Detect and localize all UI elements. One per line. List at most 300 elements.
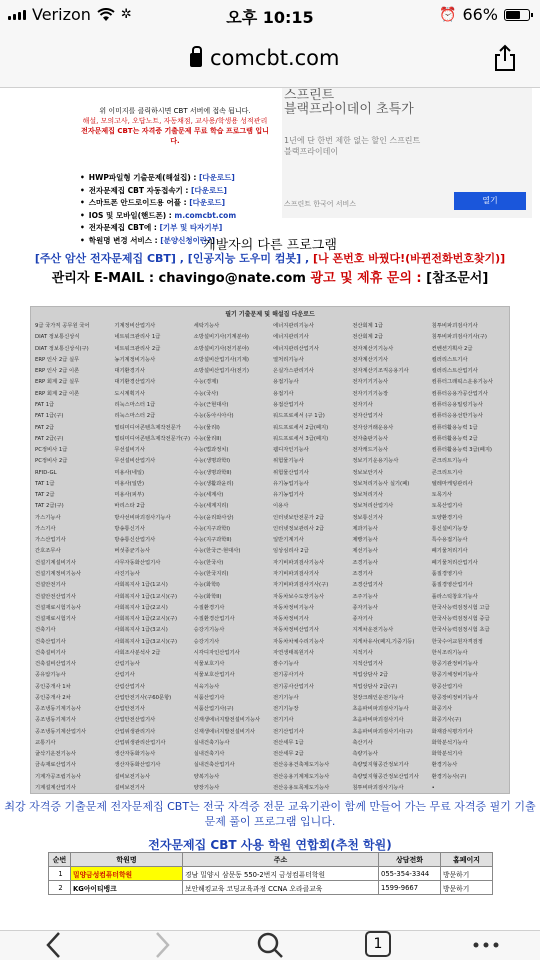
exam-link[interactable]: 자동차정비산업기사 xyxy=(272,627,320,634)
exam-link[interactable]: 전산세무 2급 xyxy=(272,751,304,758)
exam-link[interactable]: 공조냉동기계산업기사 xyxy=(35,728,87,735)
exam-link[interactable]: 유기농업기능사 xyxy=(272,480,309,487)
ad-banner[interactable] xyxy=(282,88,532,218)
exam-link[interactable]: 종자기사 xyxy=(352,616,373,623)
exam-link[interactable]: 조경산업기사 xyxy=(352,582,384,589)
exam-link[interactable]: 수능(동아시아사) xyxy=(193,413,234,420)
exam-link[interactable]: ERP 인사 2급 실무 xyxy=(35,356,80,363)
admin-contact xyxy=(0,267,540,286)
exam-link[interactable]: 지적산업기사 xyxy=(352,661,384,668)
exam-link[interactable]: 컴퓨터응용선반기능사 xyxy=(431,413,483,420)
exam-link[interactable]: 웹디자인기능사 xyxy=(272,447,309,454)
exam-link[interactable]: 방사선비파괴검사기능사 xyxy=(114,514,171,521)
exam-link[interactable]: 지게차유사(폐지,기중기등) xyxy=(352,638,415,645)
exam-link[interactable]: 천장크레인운전기능사 xyxy=(352,694,404,701)
exam-link[interactable]: 품질경영산업기사 xyxy=(431,582,473,589)
exam-link[interactable]: 사회조사분석사 2급 xyxy=(114,649,161,656)
academy-name[interactable]: KG아이티뱅크 xyxy=(71,881,183,895)
exam-link[interactable]: 자기비파괴검사기사 xyxy=(272,570,320,577)
academy-name[interactable]: 밀양금성컴퓨터학원 xyxy=(71,867,183,881)
exam-link[interactable]: 워드프로세서 3급(폐지) xyxy=(272,435,329,442)
exam-link[interactable]: 미용사(네일) xyxy=(114,469,145,476)
exam-link[interactable]: 임상심리사 2급 xyxy=(272,548,309,555)
ad-open-button[interactable]: 열기 xyxy=(454,192,526,210)
phone-change-link[interactable]: [나 폰번호 바꿨다!(바뀐전화번호찾기)] xyxy=(313,252,506,265)
exam-link[interactable]: 설비보전기능사 xyxy=(114,773,151,780)
exam-link[interactable]: 컴퓨터응용밀링기능사 xyxy=(431,401,483,408)
exam-link[interactable]: 전자계산기기사 xyxy=(352,356,389,363)
exam-link[interactable]: 용접기사 xyxy=(272,390,294,397)
exam-link[interactable]: 건설재료시험기사 xyxy=(35,616,76,623)
exam-link[interactable]: 미용사(피부) xyxy=(114,492,145,499)
exam-link[interactable]: 한식조리기능사 xyxy=(431,649,468,656)
cbt-notice: 최강 자격증 기출문제 전자문제집 CBT는 전국 자격증 전문 교육기관이 함께 만들어 가는 무료 자격증 필기 기출문제 풀이 프로그램 입니다. xyxy=(4,800,536,828)
exam-link[interactable]: 기계설계산업기사 xyxy=(35,785,76,792)
exam-link[interactable]: 식물보호기사 xyxy=(193,661,225,668)
exam-link[interactable]: 대기환경산업기사 xyxy=(114,379,156,386)
exam-link[interactable]: 수능(생활과윤리) xyxy=(193,480,234,487)
exam-link[interactable]: 지적기사 xyxy=(352,649,373,656)
exam-link[interactable]: 네트워크관리사 2급 xyxy=(114,345,161,352)
exam-link[interactable]: 자연생태복원기사 xyxy=(272,649,314,656)
exam-link[interactable]: 멀티미디어콘텐츠제작전문가 xyxy=(114,424,181,431)
exam-link[interactable]: 식물보호산업기사 xyxy=(193,672,235,679)
exam-link[interactable]: PC정비사 2급 xyxy=(35,458,68,465)
exam-link[interactable]: 자기비파괴검사기사(구) xyxy=(272,582,329,589)
exam-link[interactable]: 양복기능사 xyxy=(193,773,220,780)
table-row: 2 KG아이티뱅크 보안해킹교육 코딩교육과정 CCNA 오라클교육 1599-9667 방문하기 xyxy=(49,881,493,895)
exam-link[interactable]: 일반기계기사 xyxy=(272,537,304,544)
exam-link[interactable]: 전자출판기능사 xyxy=(352,435,389,442)
exam-link[interactable]: 환경기능사(구) xyxy=(431,773,467,780)
exam-link[interactable]: 건축설비산업기사 xyxy=(35,661,76,668)
exam-link[interactable]: 자동차정비기사 xyxy=(272,616,309,623)
exam-link[interactable]: 수능(경제) xyxy=(193,379,219,386)
exam-link[interactable]: 사회복지사 1급(2교시) xyxy=(114,604,168,611)
exam-link[interactable]: 산림기사 xyxy=(114,672,135,679)
exam-link[interactable]: 수능(한국사) xyxy=(193,559,224,566)
battery-percent: 66% xyxy=(462,5,498,24)
ad-inquiry: 광고 및 제휴 문의 : xyxy=(310,271,422,286)
exam-link[interactable]: 한국사능력검정시험 중급 xyxy=(431,616,490,623)
exam-link[interactable]: 도시계획기사 xyxy=(114,390,146,397)
exam-link[interactable]: 기계가공조립기능사 xyxy=(35,773,82,780)
exam-link[interactable]: 네트워크관리사 1급 xyxy=(114,334,161,341)
exam-link[interactable]: 건설기계정비기능사 xyxy=(35,570,82,577)
exam-link[interactable]: 산업위생관리기사 xyxy=(114,728,156,735)
exam-link[interactable]: 환경기능사 xyxy=(431,762,458,769)
exam-link[interactable]: 전자기기기능장 xyxy=(352,390,389,397)
browser-toolbar xyxy=(0,930,540,960)
exam-link[interactable]: 컴퓨터응용가공산업기사 xyxy=(431,390,488,397)
visit-link[interactable]: 방문하기 xyxy=(441,867,493,881)
exam-link[interactable]: 간호조무사 xyxy=(35,548,61,555)
exam-link[interactable]: 플라스틱창호기능사 xyxy=(431,593,478,600)
exam-link[interactable]: 공인중개사 1차 xyxy=(35,683,71,690)
exam-link[interactable]: 수능(한국근·현대사) xyxy=(193,548,241,555)
exam-link[interactable]: 농기계정비기능사 xyxy=(114,356,156,363)
exam-link[interactable]: 토목기사 xyxy=(431,492,453,499)
exam-link[interactable]: 화학분석기사 xyxy=(431,751,463,758)
exam-link[interactable]: 가스기능사 xyxy=(35,514,61,521)
exam-link[interactable]: 자기비파괴검사기능사 xyxy=(272,559,325,566)
exam-link[interactable]: 신재생에너지발전설비기사 xyxy=(193,728,256,735)
exam-link[interactable]: 제선기능사 xyxy=(352,548,378,555)
exam-link[interactable]: 한국사능력검정시험 고급 xyxy=(431,604,490,611)
exam-link[interactable]: 화학분석기능사 xyxy=(431,739,468,746)
exam-link[interactable]: FAT 2급(구) xyxy=(35,435,64,442)
exam-link[interactable]: 리눅스마스터 1급 xyxy=(114,401,156,408)
exam-link[interactable]: 신재생에너지발전설비기능사 xyxy=(193,717,261,724)
exam-link[interactable]: 폐기물처리기사 xyxy=(431,548,468,555)
exam-link[interactable]: 수능(지구과학II) xyxy=(193,537,232,544)
exam-link[interactable]: 워드프로세서 2급(폐지) xyxy=(272,424,329,431)
reference-doc-link[interactable]: [참조문서] xyxy=(426,271,489,286)
exam-link[interactable]: 실내건축기능사 xyxy=(193,739,230,746)
exam-link[interactable]: 건설재료시험기능사 xyxy=(35,604,82,611)
more-icon[interactable] xyxy=(471,931,501,959)
exam-link[interactable]: 콘크리트기사 xyxy=(431,469,463,476)
exam-link[interactable]: 무선설비기사 xyxy=(114,447,146,454)
url-field[interactable] xyxy=(190,46,340,70)
lock-icon xyxy=(190,53,202,67)
exam-link[interactable]: TAT 2급(구) xyxy=(35,503,64,510)
exam-link[interactable]: TAT 2급 xyxy=(35,492,55,499)
exam-link[interactable]: 전기공사산업기사 xyxy=(272,683,314,690)
exam-link[interactable]: 전자기기기능사 xyxy=(352,379,389,386)
exam-link[interactable]: 건축기사 xyxy=(35,627,56,634)
exam-link[interactable]: 정보보안기사 xyxy=(352,469,384,476)
exam-link[interactable]: 방송통신산업기사 xyxy=(114,537,156,544)
exam-link[interactable]: 용접기능사 xyxy=(272,379,299,386)
exam-link[interactable]: 전산세무 1급 xyxy=(272,739,304,746)
exam-link[interactable]: 직업상담사 2급(구) xyxy=(352,683,398,690)
table-row xyxy=(33,569,509,580)
exam-link[interactable]: 전자상거래운용사 xyxy=(352,424,394,431)
exam-link[interactable]: • xyxy=(431,785,435,792)
exam-link[interactable]: 자동차보수도장기능사 xyxy=(272,593,325,600)
list-item: • 스마트폰 안드로이드용 어플 : [다운로드] xyxy=(80,197,270,210)
col-header: 주소 xyxy=(183,853,379,867)
exam-link[interactable]: 에너지관리기능사 xyxy=(272,323,314,330)
exam-link[interactable]: 위험물산업기사 xyxy=(272,469,309,476)
exam-link[interactable]: 전산응용건축제도기능사 xyxy=(272,762,330,769)
table-row xyxy=(33,422,509,433)
table-row xyxy=(33,434,509,445)
exam-link[interactable]: DIAT 정보통신상식 xyxy=(35,334,80,341)
exam-link[interactable]: 종자기능사 xyxy=(352,604,378,611)
exam-link[interactable]: 컴퓨터활용능력 2급 xyxy=(431,435,478,442)
exam-link[interactable]: 전기공사기사 xyxy=(272,672,304,679)
exam-link[interactable]: 방송통신기사 xyxy=(114,525,146,532)
table-row: 1 밀양금성컴퓨터학원 경남 밀양시 삼문동 550-2번지 금성컴퓨터학원 055-354-3344 방문하기 xyxy=(49,867,493,881)
exam-link[interactable]: 수질환경산업기사 xyxy=(193,616,235,623)
exam-link[interactable]: 가스산업기사 xyxy=(35,537,66,544)
exam-link[interactable]: RFID-GL xyxy=(35,469,57,476)
exam-link[interactable]: PC정비사 1급 xyxy=(35,447,68,454)
exam-link[interactable]: 실내건축기사 xyxy=(193,751,225,758)
exam-link[interactable]: 식육기능사 xyxy=(193,683,220,690)
download-link[interactable]: [다운로드] xyxy=(189,198,226,207)
table-row xyxy=(33,501,509,512)
exam-link[interactable]: 잠수기능사 xyxy=(272,661,299,668)
exam-link[interactable]: 열처리기능사 xyxy=(272,356,304,363)
exam-link[interactable]: 건설기계설비기사 xyxy=(35,559,76,566)
exam-link[interactable]: 미용사(일반) xyxy=(114,480,145,487)
exam-link[interactable]: 실내건축산업기사 xyxy=(193,762,235,769)
exam-link[interactable]: 컴퓨터활용능력 3급(폐지) xyxy=(431,447,492,454)
exam-link[interactable]: 컬러리스트기사 xyxy=(431,356,468,363)
program-links[interactable]: [주산 암산 전자문제집 CBT] , [인공지능 도우미 컴봇] , xyxy=(34,252,310,265)
exam-link[interactable]: 전산응용기계제도기능사 xyxy=(272,773,330,780)
exam-link[interactable]: 수능(생명과학I) xyxy=(193,458,231,465)
donate-link[interactable]: [기부 및 타자기부] xyxy=(159,223,223,232)
tabs-button[interactable] xyxy=(365,931,391,957)
exam-link[interactable]: 인터넷정보관리사 2급 xyxy=(272,525,325,532)
col-header: 학원명 xyxy=(71,853,183,867)
search-icon[interactable] xyxy=(256,931,284,959)
share-icon[interactable] xyxy=(492,44,518,72)
exam-link[interactable]: 사회복지사 1급(1교시) xyxy=(114,582,168,589)
back-icon[interactable] xyxy=(44,931,64,959)
exam-link[interactable]: 수능(지구과학I) xyxy=(193,525,231,532)
exam-link[interactable]: 전산회계 2급 xyxy=(352,334,383,341)
download-link[interactable]: [다운로드] xyxy=(191,185,227,195)
exam-link[interactable]: 측량및지형공간정보산업기사 xyxy=(352,773,419,780)
table-row xyxy=(33,670,509,681)
visit-link[interactable]: 방문하기 xyxy=(441,881,493,895)
exam-link[interactable]: 세탁기능사 xyxy=(193,323,220,330)
forward-icon[interactable] xyxy=(152,931,172,959)
exam-link[interactable]: 사무자동화산업기사 xyxy=(114,559,161,566)
exam-link[interactable]: 수능(근현대사) xyxy=(193,401,229,408)
exam-link[interactable]: 정보통신기사 xyxy=(352,514,384,521)
exam-link[interactable]: FAT 2급 xyxy=(35,424,55,431)
exam-link[interactable]: ERP 회계 2급 이론 xyxy=(35,390,80,397)
exam-link[interactable]: 위험물기능사 xyxy=(272,458,304,465)
exam-link[interactable]: 가스기사 xyxy=(35,525,56,532)
exam-link[interactable]: 건축설비기사 xyxy=(35,649,66,656)
list-item: • 학원명 변경 서비스 : [분양신청이란?] xyxy=(80,235,270,248)
exam-link[interactable]: 산림기능사 xyxy=(114,661,140,668)
exam-link[interactable]: 사회복지사 1급(1교시)(구) xyxy=(114,593,178,600)
exam-link[interactable]: 승강기기능사 xyxy=(193,627,225,634)
exam-link[interactable]: 수능(법과정치) xyxy=(193,447,229,454)
mobile-link[interactable]: m.comcbt.com xyxy=(174,210,237,220)
exam-link[interactable]: 공인중개사 2차 xyxy=(35,694,71,701)
exam-link[interactable]: 공유압기능사 xyxy=(35,672,66,679)
exam-link[interactable]: 화재감식평가기사 xyxy=(431,728,473,735)
exam-link[interactable]: 전자계산기기능사 xyxy=(352,345,394,352)
exam-link[interactable]: 생산자동화산업기사 xyxy=(114,762,161,769)
promo-line-2: 해설, 모의고사, 오답노트, 자동채점, 교사용/학생용 성적관리 xyxy=(82,117,268,125)
exam-link[interactable]: 전자계산기조직응용기사 xyxy=(352,368,409,375)
exam-link[interactable]: 초음파비파괴검사기사 xyxy=(352,717,404,724)
exam-link[interactable]: 금속재료산업기사 xyxy=(35,762,76,769)
exam-link[interactable]: 수능(화학II) xyxy=(193,593,222,600)
exam-link[interactable]: 측량기능사 xyxy=(352,751,378,758)
exam-link[interactable]: 에너지관리산업기사 xyxy=(272,345,320,352)
exam-link[interactable]: 식품산업기사(구) xyxy=(193,706,234,713)
exam-link[interactable]: 제과기능사 xyxy=(352,525,378,532)
exam-link[interactable]: 전산응용토목제도기능사 xyxy=(272,785,330,792)
exam-link[interactable]: 조경기사 xyxy=(352,570,373,577)
exam-link[interactable]: 승강기기사 xyxy=(193,638,220,645)
exam-link[interactable]: 초음파비파괴검사기사(구) xyxy=(352,728,413,735)
exam-link[interactable]: 조경기능사 xyxy=(352,559,378,566)
exam-link[interactable]: 화공기사 xyxy=(431,706,453,713)
exam-link[interactable]: 수능(화학I) xyxy=(193,582,220,589)
exam-link[interactable]: FAT 1급(구) xyxy=(35,413,64,420)
exam-link[interactable]: 전자캐드기능사 xyxy=(352,447,389,454)
exam-link[interactable]: 사회복지사 1급(2교시)(구) xyxy=(114,616,178,623)
exam-link[interactable]: 수능(세계사) xyxy=(193,492,224,499)
exam-link[interactable]: 소방설비기사(기계분야) xyxy=(193,334,249,341)
exam-link[interactable]: 수능(물리II) xyxy=(193,435,222,442)
grid-header: 필기 기출문제 및 해설집 다운로드 xyxy=(225,311,315,318)
exam-link[interactable]: 정보처리기능사 실기(폐) xyxy=(352,480,410,487)
exam-link[interactable]: 수능(생명과학II) xyxy=(193,469,232,476)
table-row xyxy=(33,389,509,400)
exam-link[interactable]: 용접산업기사 xyxy=(272,401,304,408)
exam-link[interactable]: DIAT 정보통신상식(구) xyxy=(35,345,89,352)
exam-link[interactable]: 버섯종균기능사 xyxy=(114,548,151,555)
exam-link[interactable]: 전기기사 xyxy=(272,717,294,724)
exam-link[interactable]: 설비보전기사 xyxy=(114,785,146,792)
exam-link[interactable]: 정보기기운용기능사 xyxy=(352,458,399,465)
exam-link[interactable]: 워드프로세서 (구 1급) xyxy=(272,413,325,420)
exam-link[interactable]: 조주기능사 xyxy=(352,593,378,600)
exam-link[interactable]: 수능(물리I) xyxy=(193,424,220,431)
ad-title-1: 스프린트 xyxy=(284,88,335,103)
exam-link[interactable]: 전자산업기사 xyxy=(352,413,384,420)
exam-link[interactable]: 콘크리트기능사 xyxy=(431,458,468,465)
exam-link[interactable]: 폐기물처리산업기사 xyxy=(431,559,478,566)
exam-link[interactable]: 소방설비기사(전기분야) xyxy=(193,345,249,352)
exam-link[interactable]: 제빵기능사 xyxy=(352,537,378,544)
exam-link[interactable]: 기계정비산업기사 xyxy=(114,323,156,330)
exam-link[interactable]: 초음파비파괴검사기능사 xyxy=(352,706,409,713)
exam-link[interactable]: 축산기사 xyxy=(352,739,373,746)
exam-link[interactable]: ERP 회계 2급 실무 xyxy=(35,379,80,386)
exam-link[interactable]: 산업안전산업기사 xyxy=(114,717,156,724)
exam-link[interactable]: 바리스타 2급 xyxy=(114,503,145,510)
exam-link[interactable]: 화공기사(구) xyxy=(431,717,462,724)
exam-link[interactable]: 산업안전기사(구60문항) xyxy=(114,694,172,701)
exam-link[interactable]: 산업안전기사 xyxy=(114,706,146,713)
exam-link[interactable]: FAT 1급 xyxy=(35,401,55,408)
exam-link[interactable]: 자동차차체수리기능사 xyxy=(272,638,325,645)
exam-link[interactable]: 사회복지사 1급(3교시) xyxy=(114,627,168,634)
exam-link[interactable]: 정보처리기사 xyxy=(352,492,384,499)
exam-link[interactable]: 건설안전산업기사 xyxy=(35,593,76,600)
exam-link[interactable]: 유기농업기사 xyxy=(272,492,304,499)
exam-link[interactable]: 한국수어교원자격검정 xyxy=(431,638,483,645)
exam-link[interactable]: 측량및지형공간정보기사 xyxy=(352,762,409,769)
table-row xyxy=(33,558,509,569)
exam-link[interactable]: 수능(한국지리) xyxy=(193,570,229,577)
exam-link[interactable]: 수질환경기사 xyxy=(193,604,225,611)
exam-link[interactable]: 산림산업기사 xyxy=(114,683,146,690)
exam-link[interactable]: 전기산업기사 xyxy=(272,728,304,735)
exam-link[interactable]: 산업위생관리산업기사 xyxy=(114,739,166,746)
exam-link[interactable]: 직업상담사 2급 xyxy=(352,672,389,679)
loading-icon: ✲ xyxy=(120,7,132,22)
exam-link[interactable]: 한국사능력검정시험 초급 xyxy=(431,627,490,634)
exam-link[interactable]: 컬러리스트산업기사 xyxy=(431,368,478,375)
exam-link[interactable]: 생산자동화기능사 xyxy=(114,751,156,758)
exam-link[interactable]: 지게차운전기능사 xyxy=(352,627,394,634)
exam-link[interactable]: 품질경영기사 xyxy=(431,570,463,577)
exam-link[interactable]: 식품산업기사 xyxy=(193,694,225,701)
exam-link[interactable]: 대기환경기사 xyxy=(114,368,146,375)
exam-link[interactable]: 인터넷보안전문가 2급 xyxy=(272,514,325,521)
exam-link[interactable]: 토목산업기사 xyxy=(431,503,463,510)
exam-link[interactable]: 컴퓨터그래픽스운용기능사 xyxy=(431,379,494,386)
exam-link[interactable]: 시각디자인산업기사 xyxy=(193,649,240,656)
exam-link[interactable]: 수능(세계지리) xyxy=(193,503,229,510)
exam-link[interactable]: 양장기능사 xyxy=(193,785,220,792)
exam-link[interactable]: 침투비파괴검사기능사 xyxy=(352,785,404,792)
exam-link[interactable]: 항공산업기사 xyxy=(431,683,463,690)
exam-link[interactable]: 공조냉동기계기사 xyxy=(35,717,76,724)
exam-link[interactable]: 무선설비산업기사 xyxy=(114,458,156,465)
exam-link[interactable]: 공조냉동기계기능사 xyxy=(35,706,82,713)
exam-link[interactable]: 이용사 xyxy=(272,503,289,510)
exam-link[interactable]: 굴삭기운전기능사 xyxy=(35,751,76,758)
exam-link[interactable]: 침투비파괴검사기사(구) xyxy=(431,334,487,341)
exam-link[interactable]: 전자기사 xyxy=(352,401,373,408)
exam-link[interactable]: 사회복지사 1급(3교시)(구) xyxy=(114,638,178,645)
exam-link[interactable]: 수능(윤리와사상) xyxy=(193,514,234,521)
exam-link[interactable]: 정보처리산업기사 xyxy=(352,503,394,510)
exam-link[interactable]: 전기기능사 xyxy=(272,694,299,701)
list-item: • IOS 및 모바일(핸드폰) : m.comcbt.com xyxy=(80,210,270,223)
exam-link[interactable]: 건축산업기사 xyxy=(35,638,66,645)
exam-link[interactable]: 전산회계 1급 xyxy=(352,323,383,330)
exam-link[interactable]: 리눅스마스터 2급 xyxy=(114,413,156,420)
exam-link[interactable]: 건설안전기사 xyxy=(35,582,66,589)
table-row xyxy=(33,479,509,490)
exam-link[interactable]: 자동차정비기능사 xyxy=(272,604,314,611)
exam-link[interactable]: 컨벤션기획사 2급 xyxy=(431,345,473,352)
exam-link[interactable]: 소방설비산업기사(기계) xyxy=(193,356,249,363)
exam-link[interactable]: 소방설비산업기사(전기) xyxy=(193,368,249,375)
exam-link[interactable]: 전기기능장 xyxy=(272,706,299,713)
exam-link[interactable]: 텔레마케팅관리사 xyxy=(431,480,473,487)
exam-link[interactable]: 수능(국사) xyxy=(193,390,219,397)
exam-link[interactable]: 항공기관정비기능사 xyxy=(431,661,478,668)
exam-link[interactable]: 항공기체정비기능사 xyxy=(431,672,478,679)
exam-link[interactable]: 컴퓨터활용능력 1급 xyxy=(431,424,478,431)
exam-link[interactable]: 항공장비정비기능사 xyxy=(431,694,478,701)
exam-link[interactable]: 사진기능사 xyxy=(114,570,140,577)
exam-link[interactable]: 침투비파괴검사기사 xyxy=(431,323,478,330)
exam-link[interactable]: ERP 인사 2급 이론 xyxy=(35,368,80,375)
exam-link[interactable]: 교통기사 xyxy=(35,739,56,746)
download-link[interactable]: [다운로드] xyxy=(199,173,235,182)
exam-link[interactable]: 통신설비기능장 xyxy=(431,525,468,532)
exam-link[interactable]: 토양환경기사 xyxy=(431,514,463,521)
exam-link[interactable]: TAT 1급 xyxy=(35,480,55,487)
exam-link[interactable]: 9급 국가직 공무원 국어 xyxy=(35,323,90,330)
exam-link[interactable]: 멀티미디어콘텐츠제작전문가(구) xyxy=(114,435,191,442)
rename-link[interactable]: [분양신청이란?] xyxy=(160,235,215,245)
admin-email[interactable]: 관리자 E-MAIL : chavingo@nate.com xyxy=(51,271,306,286)
exam-link[interactable]: 온실가스관리기사 xyxy=(272,368,314,375)
exam-link[interactable]: 에너지관리기사 xyxy=(272,334,309,341)
exam-link[interactable]: 특수용접기능사 xyxy=(431,537,468,544)
